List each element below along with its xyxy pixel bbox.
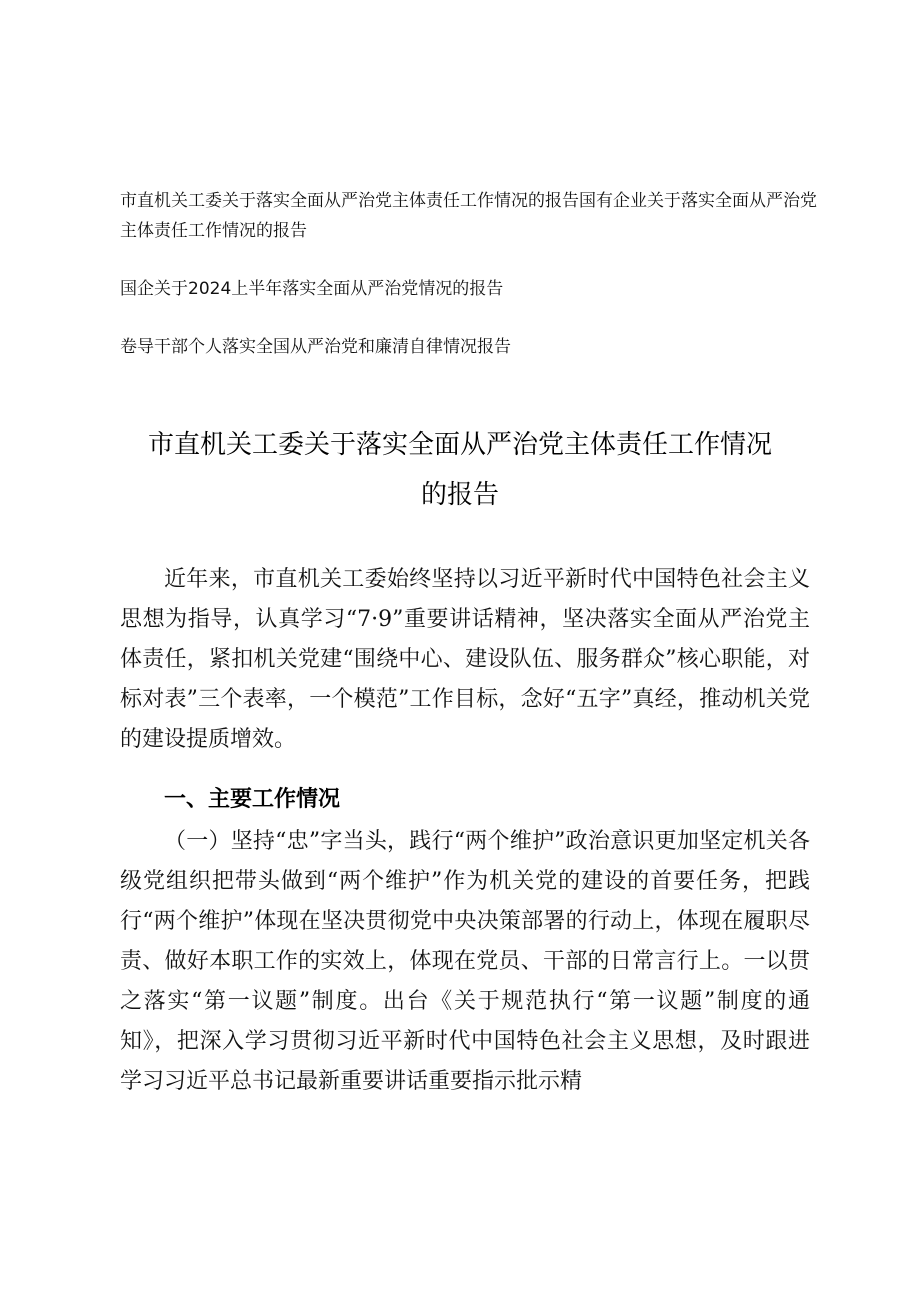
toc-item-1: 市直机关工委关于落实全面从严治党主体责任工作情况的报告国有企业关于落实全面从严治党主体责任工作情况的报告 — [120, 191, 817, 241]
section-heading-main-work: 一、主要工作情况 — [164, 787, 341, 812]
document-toc — [120, 186, 820, 362]
toc-item-2: 国企关于2024上半年落实全面从严治党情况的报告 — [120, 279, 504, 299]
document-title — [90, 420, 830, 520]
intro-paragraph: 近年来，市直机关工委始终坚持以习近平新时代中国特色社会主义思想为指导，认真学习“7·9”重要讲话精神，坚决落实全面从严治党主体责任，紧扣机关党建“围绕中心、建设队伍、服务群众”核心职能，对标对表”三个表率，一个模范”工作目标，念好“五字”真经，推动机关党的建设提质增效。 — [120, 567, 810, 752]
toc-item-3: 卷导干部个人落实全国从严治党和廉清自律情况报告 — [120, 337, 511, 357]
section-1-paragraph: （一）坚持“忠”字当头，践行“两个维护”政治意识更加坚定机关各级党组织把带头做到“两个维护”作为机关党的建设的首要任务，把践行“两个维护”体现在坚决贯彻党中央决策部署的行动上，体现在履职尽责、做好本职工作的实效上，体现在党员、干部的日常言行上。一以贯之落实“第一议题”制度。出台《关于规范执行“第一议题”制度的通知》，把深入学习贯彻习近平新时代中国特色社会主义思想，及时跟进学习习近平总书记最新重要讲话重要指示批示精 — [120, 829, 810, 1094]
document-title-line-1: 市直机关工委关于落实全面从严治党主体责任工作情况 — [147, 430, 772, 460]
document-title-line-2: 的报告 — [420, 480, 499, 510]
